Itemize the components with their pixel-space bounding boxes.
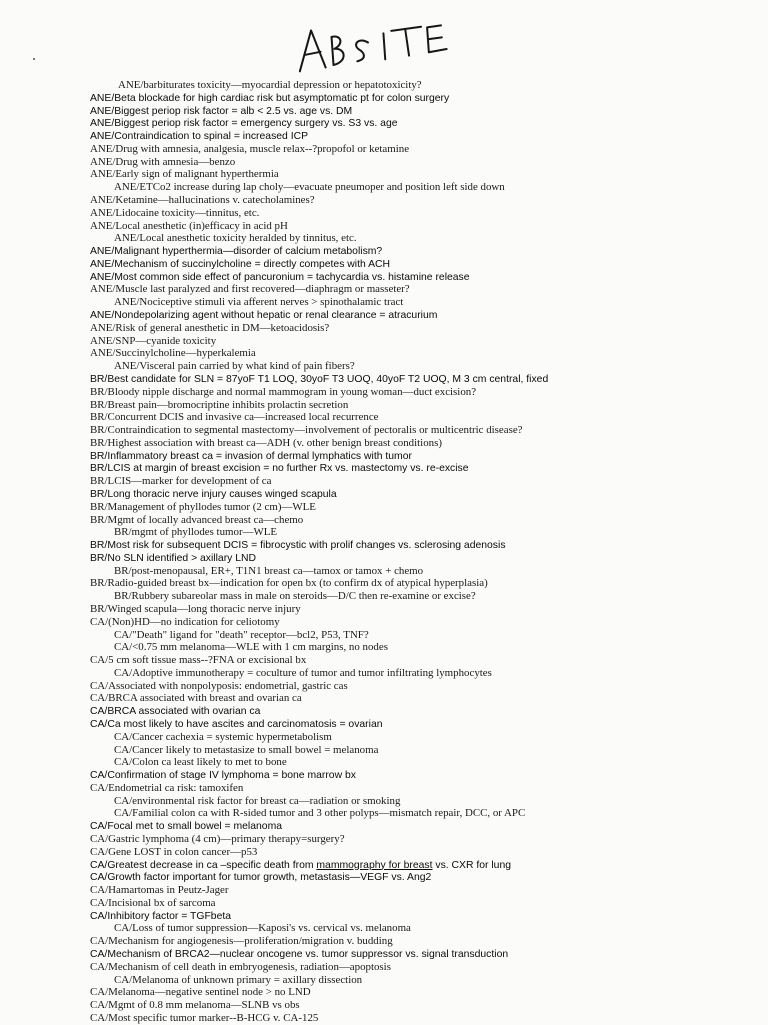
note-line: BR/Contraindication to segmental mastectomy—involvement of pectoralis or multicentric disease? [90, 424, 523, 437]
note-line: BR/Winged scapula—long thoracic nerve injury [90, 602, 301, 615]
note-line: BR/Bloody nipple discharge and normal mammogram in young woman—duct excision? [90, 385, 477, 398]
handwritten-title-drawing [292, 10, 465, 78]
note-line: CA/5 cm soft tissue mass--?FNA or excisional bx [90, 654, 307, 667]
note-line: ANE/Nociceptive stimuli via afferent nerves > spinothalamic tract [114, 296, 404, 309]
note-line: CA/Hamartomas in Peutz-Jager [90, 884, 229, 897]
note-line: CA/Growth factor important for tumor growth, metastasis—VEGF vs. Ang2 [90, 872, 432, 884]
note-line: ANE/Ketamine—hallucinations v. catecholamines? [90, 194, 315, 207]
note-line: ANE/Succinylcholine—hyperkalemia [90, 347, 256, 360]
note-line: CA/Mechanism for angiogenesis—proliferation/migration v. budding [90, 935, 393, 948]
note-line: ANE/Contraindication to spinal = increased ICP [90, 131, 309, 143]
note-line: CA/Incisional bx of sarcoma [90, 896, 216, 909]
note-line: CA/Gastric lymphoma (4 cm)—primary therapy=surgery? [90, 833, 345, 846]
note-line: BR/Long thoracic nerve injury causes winged scapula [90, 488, 337, 500]
note-line: BR/LCIS—marker for development of ca [90, 475, 272, 488]
note-line: ANE/SNP—cyanide toxicity [90, 334, 217, 347]
note-line: CA/Familial colon ca with R-sided tumor and 3 other polyps—mismatch repair, DCC, or APC [114, 807, 526, 820]
note-line: BR/post-menopausal, ER+, T1N1 breast ca—tamox or tamox + chemo [114, 564, 424, 577]
note-line: CA/BRCA associated with ovarian ca [90, 706, 261, 718]
note-line: CA/Colon ca least likely to met to bone [114, 756, 287, 769]
note-line: ANE/Beta blockade for high cardiac risk but asymptomatic pt for colon surgery [90, 92, 450, 104]
note-line: CA/"Death" ligand for "death" receptor—bcl2, P53, TNF? [114, 628, 369, 641]
note-line: BR/mgmt of phyllodes tumor—WLE [114, 526, 278, 539]
note-line: CA/Cancer cachexia = systemic hypermetabolism [114, 730, 332, 743]
note-line: ANE/Mechanism of succinylcholine = directly competes with ACH [90, 258, 391, 270]
note-line: CA/Gene LOST in colon cancer—p53 [90, 845, 258, 858]
note-line: CA/Endometrial ca risk: tamoxifen [90, 781, 244, 794]
note-line: CA/(Non)HD—no indication for celiotomy [90, 615, 280, 628]
note-line: CA/Confirmation of stage IV lymphoma = bone marrow bx [90, 770, 356, 782]
scan-speck [33, 58, 35, 60]
note-line: BR/Mgmt of locally advanced breast ca—chemo [90, 513, 304, 526]
note-line: CA/Melanoma of unknown primary = axillary dissection [114, 973, 363, 986]
note-line: ANE/Drug with amnesia, analgesia, muscle relax--?propofol or ketamine [90, 142, 410, 155]
note-line: CA/Focal met to small bowel = melanoma [90, 821, 283, 833]
note-line: ANE/Visceral pain carried by what kind of pain fibers? [114, 360, 355, 373]
note-line: CA/Mechanism of BRCA2—nuclear oncogene vs. tumor suppressor vs. signal transduction [90, 949, 509, 961]
note-line: BR/Rubbery subareolar mass in male on steroids—D/C then re-examine or excise? [114, 590, 476, 603]
note-line: BR/Best candidate for SLN = 87yoF T1 LOQ, 30yoF T3 UOQ, 40yoF T2 UOQ, M 3 cm central, fixed [90, 373, 549, 385]
note-line: BR/Breast pain—bromocriptine inhibits prolactin secretion [90, 398, 349, 411]
note-line: BR/Highest association with breast ca—ADH (v. other benign breast conditions) [90, 436, 442, 449]
note-line: BR/Most risk for subsequent DCIS = fibrocystic with prolif changes vs. sclerosing adenosis [90, 540, 506, 552]
note-line: BR/No SLN identified > axillary LND [90, 552, 257, 564]
note-line: BR/LCIS at margin of breast excision = no further Rx vs. mastectomy vs. re-excise [90, 463, 469, 475]
note-line: CA/Mgmt of 0.8 mm melanoma—SLNB vs obs [90, 999, 300, 1012]
note-line: ANE/ETCo2 increase during lap choly—evacuate pneumoper and position left side down [114, 181, 505, 194]
note-line: CA/environmental risk factor for breast ca—radiation or smoking [114, 794, 401, 807]
note-line: BR/Concurrent DCIS and invasive ca—increased local recurrence [90, 411, 379, 424]
note-line: ANE/Risk of general anesthetic in DM—ketoacidosis? [90, 321, 330, 334]
note-line: ANE/Muscle last paralyzed and first recovered—diaphragm or masseter? [90, 283, 410, 296]
note-line: ANE/Early sign of malignant hyperthermia [90, 168, 279, 181]
note-line: CA/BRCA associated with breast and ovarian ca [90, 692, 302, 705]
note-line: ANE/Malignant hyperthermia—disorder of calcium metabolism? [90, 246, 383, 258]
note-line: CA/Loss of tumor suppression—Kaposi's vs. cervical vs. melanoma [114, 922, 411, 935]
handwritten-title [288, 8, 461, 76]
note-line: BR/Radio-guided breast bx—indication for open bx (to confirm dx of atypical hyperplasia) [90, 577, 488, 590]
note-line: CA/Cancer likely to metastasize to small bowel = melanoma [114, 743, 379, 756]
note-line: ANE/Most common side effect of pancuronium = tachycardia vs. histamine release [90, 271, 470, 283]
note-line: BR/Management of phyllodes tumor (2 cm)—WLE [90, 500, 316, 513]
note-line: ANE/Local anesthetic (in)efficacy in acid pH [90, 219, 288, 232]
note-line: ANE/Nondepolarizing agent without hepatic or renal clearance = atracurium [90, 310, 438, 322]
note-line: ANE/Biggest periop risk factor = alb < 2.5 vs. age vs. DM [90, 105, 353, 117]
note-line: ANE/Local anesthetic toxicity heralded by tinnitus, etc. [114, 232, 357, 245]
note-line: CA/Most specific tumor marker--B-HCG v. CA-125 [90, 1011, 319, 1024]
note-line: ANE/Lidocaine toxicity—tinnitus, etc. [90, 206, 260, 219]
note-line: ANE/barbiturates toxicity—myocardial depression or hepatotoxicity? [118, 79, 422, 91]
note-line: CA/Melanoma—negative sentinel node > no LND [90, 986, 311, 999]
note-line: CA/Mechanism of cell death in embryogenesis, radiation—apoptosis [90, 960, 391, 973]
note-line: ANE/Drug with amnesia—benzo [90, 155, 236, 168]
note-line: CA/Associated with nonpolyposis: endometrial, gastric cas [90, 679, 348, 692]
note-line: CA/<0.75 mm melanoma—WLE with 1 cm margins, no nodes [114, 641, 388, 654]
note-line: CA/Adoptive immunotherapy = coculture of tumor and tumor infiltrating lymphocytes [114, 666, 492, 679]
note-line: CA/Ca most likely to have ascites and carcinomatosis = ovarian [90, 719, 383, 730]
note-line: BR/Inflammatory breast ca = invasion of dermal lymphatics with tumor [90, 450, 412, 462]
note-line: CA/Greatest decrease in ca –specific death from mammography for breast vs. CXR for lung [90, 859, 512, 871]
note-line: ANE/Biggest periop risk factor = emergency surgery vs. S3 vs. age [90, 118, 398, 130]
note-line: CA/Inhibitory factor = TGFbeta [90, 910, 232, 922]
